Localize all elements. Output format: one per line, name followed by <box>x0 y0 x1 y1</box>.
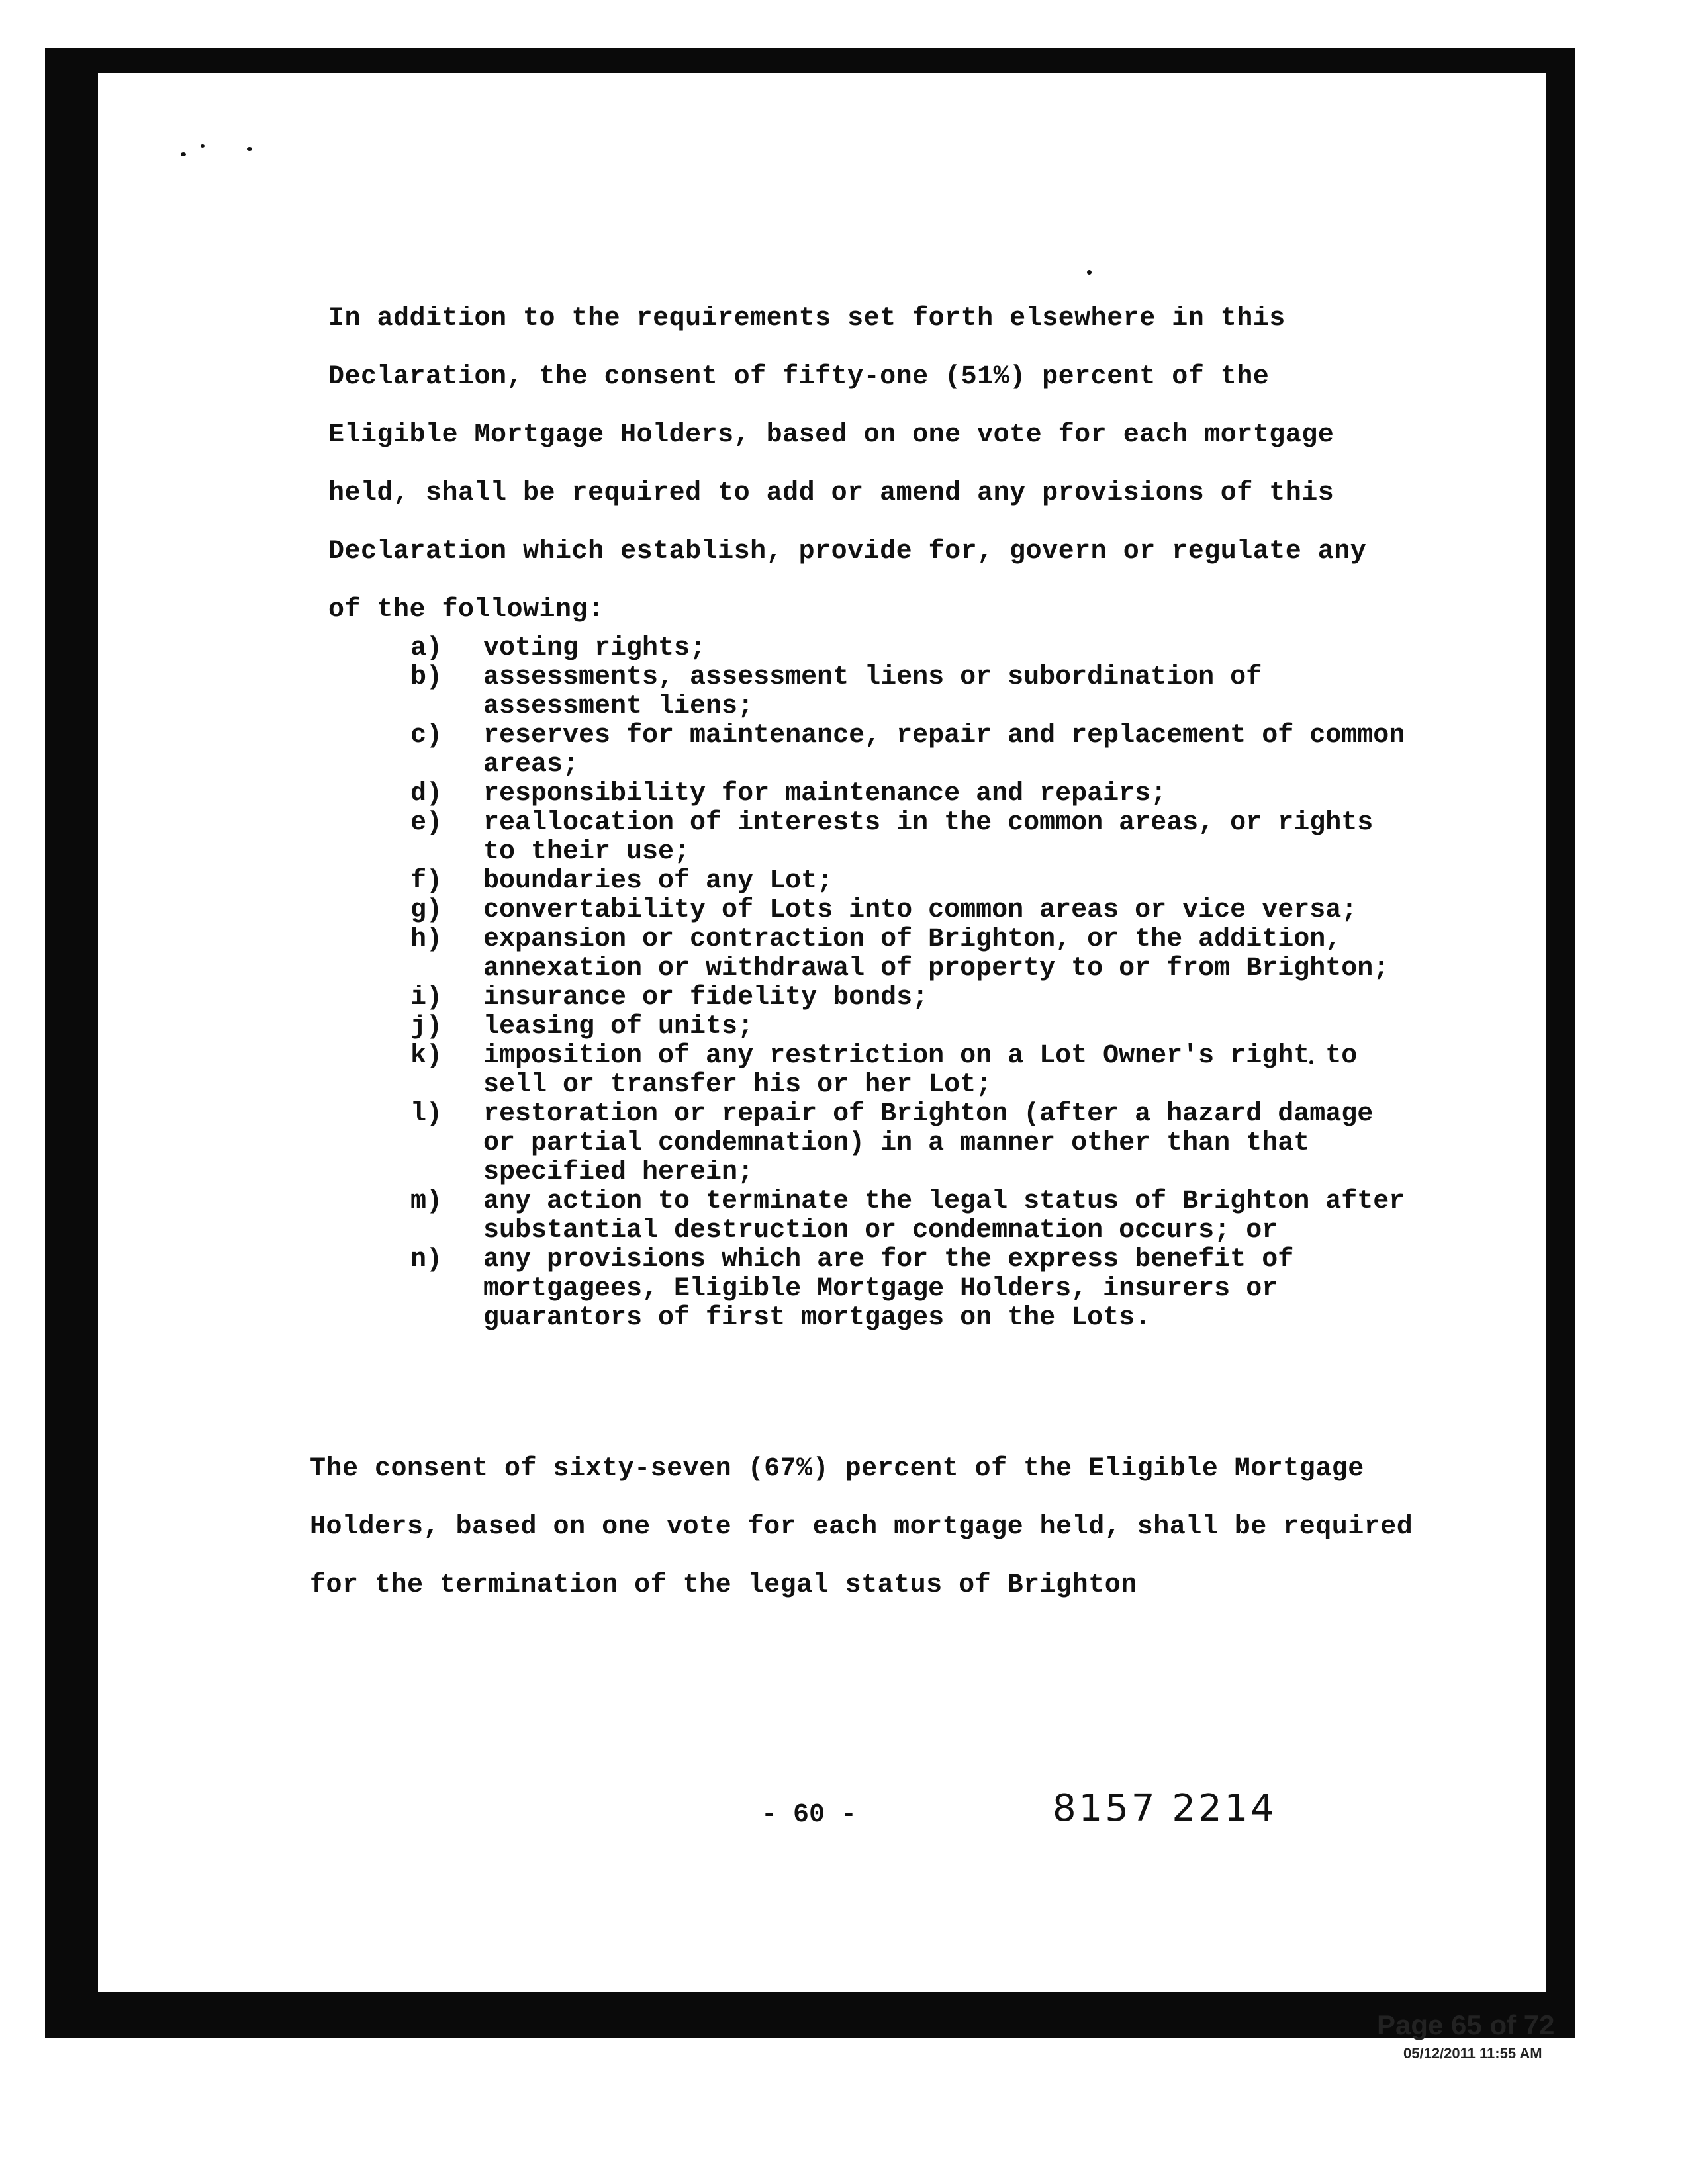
list-item <box>410 1246 1417 1333</box>
list-item-text: responsibility for maintenance and repairs; <box>483 779 1167 809</box>
list-item-text: leasing of units; <box>483 1012 754 1042</box>
list-item <box>410 721 1417 780</box>
list-marker: d) <box>410 779 443 809</box>
page-number: - 60 - <box>761 1800 857 1830</box>
book-page-stamp: 8157 2214 <box>1053 1787 1277 1830</box>
list-item-text: reallocation of interests in the common areas, or rights to their use; <box>483 808 1374 867</box>
list-item-text: insurance or fidelity bonds; <box>483 983 929 1013</box>
closing-paragraph <box>225 1440 1417 1615</box>
list-item-text: convertability of Lots into common areas or vice versa; <box>483 895 1358 925</box>
scan-speck <box>1087 270 1092 275</box>
list-marker: i) <box>410 983 443 1013</box>
list-item-text: boundaries of any Lot; <box>483 866 833 896</box>
scan-speck <box>247 147 252 151</box>
list-item-text: voting rights; <box>483 633 706 663</box>
page-counter: Page 65 of 72 <box>1377 2009 1555 2040</box>
list-item <box>410 896 1417 925</box>
intro-paragraph <box>244 290 1409 639</box>
list-marker: f) <box>410 866 443 896</box>
list-item <box>410 1187 1417 1246</box>
list-marker: l) <box>410 1099 443 1129</box>
timestamp: 05/12/2011 11:55 AM <box>1403 2045 1542 2062</box>
list-marker: k) <box>410 1041 443 1071</box>
list-marker: a) <box>410 633 443 663</box>
list-item <box>410 663 1417 721</box>
list-item <box>410 809 1417 867</box>
list-item-text: any action to terminate the legal status of Brighton after substantial destruction or condemnation occurs; or <box>483 1187 1405 1246</box>
list-marker: j) <box>410 1012 443 1042</box>
list-item-text: restoration or repair of Brighton (after a hazard damage or partial condemnation) in a manner other than that specified herein; <box>483 1099 1374 1187</box>
list-item <box>410 780 1417 809</box>
paragraph-text: In addition to the requirements set forth elsewhere in this Declaration, the consent of fifty-one (51%) percent of the Eligible Mortgage Holders, based on one vote for each mortgage held, shall be required to add or amend any provisions of this Declaration which establish, provide for, govern or regulate any of the following: <box>328 304 1367 625</box>
list-marker: h) <box>410 925 443 954</box>
list-item-text: any provisions which are for the express benefit of mortgagees, Eligible Mortgage Holders, insurers or guarantors of first mortgages on the Lots. <box>483 1245 1294 1333</box>
list-item-text: assessments, assessment liens or subordination of assessment liens; <box>483 662 1262 721</box>
provisions-list <box>410 634 1417 1333</box>
list-marker: c) <box>410 721 443 751</box>
list-item <box>410 1100 1417 1187</box>
list-item-text: imposition of any restriction on a Lot Owner's right to sell or transfer his or her Lot; <box>483 1041 1358 1100</box>
list-item-text: reserves for maintenance, repair and replacement of common areas; <box>483 721 1405 780</box>
list-item <box>410 983 1417 1013</box>
scan-speck <box>201 144 205 148</box>
list-marker: n) <box>410 1245 443 1275</box>
list-marker: g) <box>410 895 443 925</box>
list-item <box>410 1042 1417 1100</box>
list-item <box>410 1013 1417 1042</box>
list-marker: b) <box>410 662 443 692</box>
list-marker: e) <box>410 808 443 838</box>
paragraph-text: The consent of sixty-seven (67%) percent of the Eligible Mortgage Holders, based on one vote for each mortgage held, shall be required for the termination of the legal status of Brighton <box>310 1454 1413 1600</box>
list-item <box>410 925 1417 983</box>
scan-speck <box>181 152 186 156</box>
list-item-text: expansion or contraction of Brighton, or the addition, annexation or withdrawal of property to or from Brighton; <box>483 925 1389 983</box>
list-marker: m) <box>410 1187 443 1216</box>
list-item <box>410 634 1417 663</box>
list-item <box>410 867 1417 896</box>
